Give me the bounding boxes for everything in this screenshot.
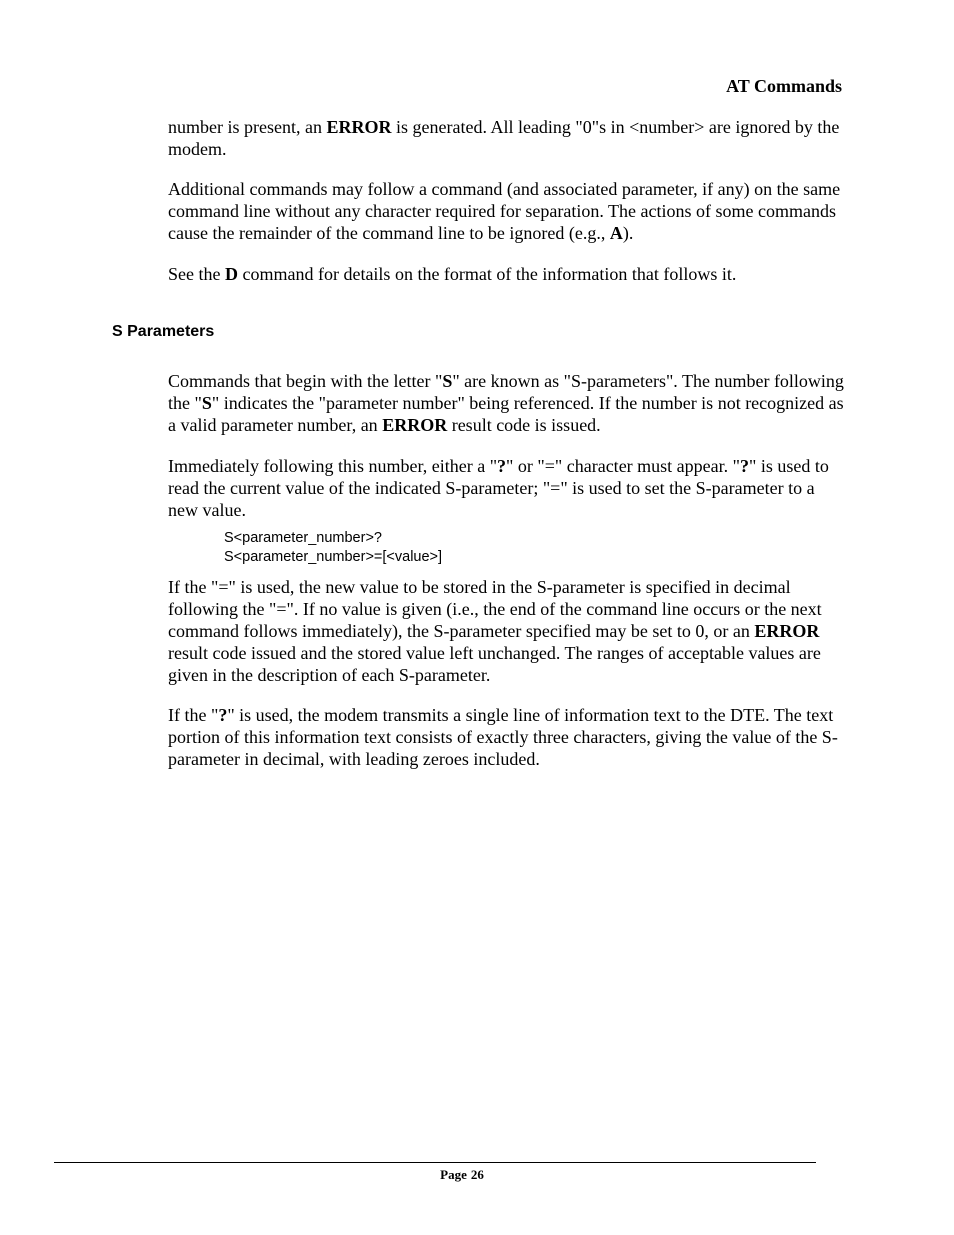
paragraph-query-or-set: Immediately following this number, either a "?" or "=" character must appear. "?" is used to read the current value of the indicated S-parameter; "=" is used to set the S-parameter to a new value. (168, 456, 829, 520)
bold-term: A (609, 223, 623, 243)
bold-term: ? (218, 705, 228, 725)
page-number (54, 1167, 870, 1183)
bold-term: ERROR (754, 621, 820, 641)
page-number-label: Page (440, 1167, 467, 1182)
paragraph-see-d-command: See the D command for details on the format of the information that follows it. (168, 264, 737, 284)
section-heading-s-parameters: S Parameters (112, 323, 215, 340)
footer-divider (54, 1162, 816, 1163)
page-number-value: 26 (470, 1167, 484, 1182)
bold-term: ERROR (326, 117, 392, 137)
bold-term: S (442, 371, 453, 391)
syntax-set-line: S<parameter_number>=[<value>] (224, 549, 443, 565)
paragraph-question-used: If the "?" is used, the modem transmits a single line of information text to the DTE. The text portion of this information text consists of exactly three characters, giving the value of the S-parameter in decimal, with leading zeroes included. (168, 705, 838, 769)
syntax-query-line: S<parameter_number>? (224, 530, 382, 546)
bold-term: ? (740, 456, 749, 476)
paragraph-number-error: number is present, an ERROR is generated. All leading "0"s in <number> are ignored by the modem. (168, 117, 840, 159)
running-header-title: AT Commands (726, 76, 842, 96)
bold-term: ERROR (382, 415, 448, 435)
paragraph-s-parameters-intro: Commands that begin with the letter "S" are known as "S-parameters". The number following the "S" indicates the "parameter number" being referenced. If the number is not recognized as a valid parameter number, an ERROR result code is issued. (168, 371, 844, 435)
paragraph-additional-commands: Additional commands may follow a command (and associated parameter, if any) on the same command line without any character required for separation. The actions of some commands cause the remainder of the command line to be ignored (e.g., A). (168, 179, 841, 243)
bold-term: S (201, 393, 212, 413)
syntax-block (224, 529, 442, 567)
bold-term: D (224, 264, 238, 284)
paragraph-equals-used: If the "=" is used, the new value to be stored in the S-parameter is specified in decimal following the "=". If no value is given (i.e., the end of the command line occurs or the next command follows immediately), the S-parameter specified may be set to 0, or an ERROR result code issued and the stored value left unchanged. The ranges of acceptable values are given in the description of each S-parameter. (168, 577, 822, 685)
bold-term: ? (497, 456, 507, 476)
